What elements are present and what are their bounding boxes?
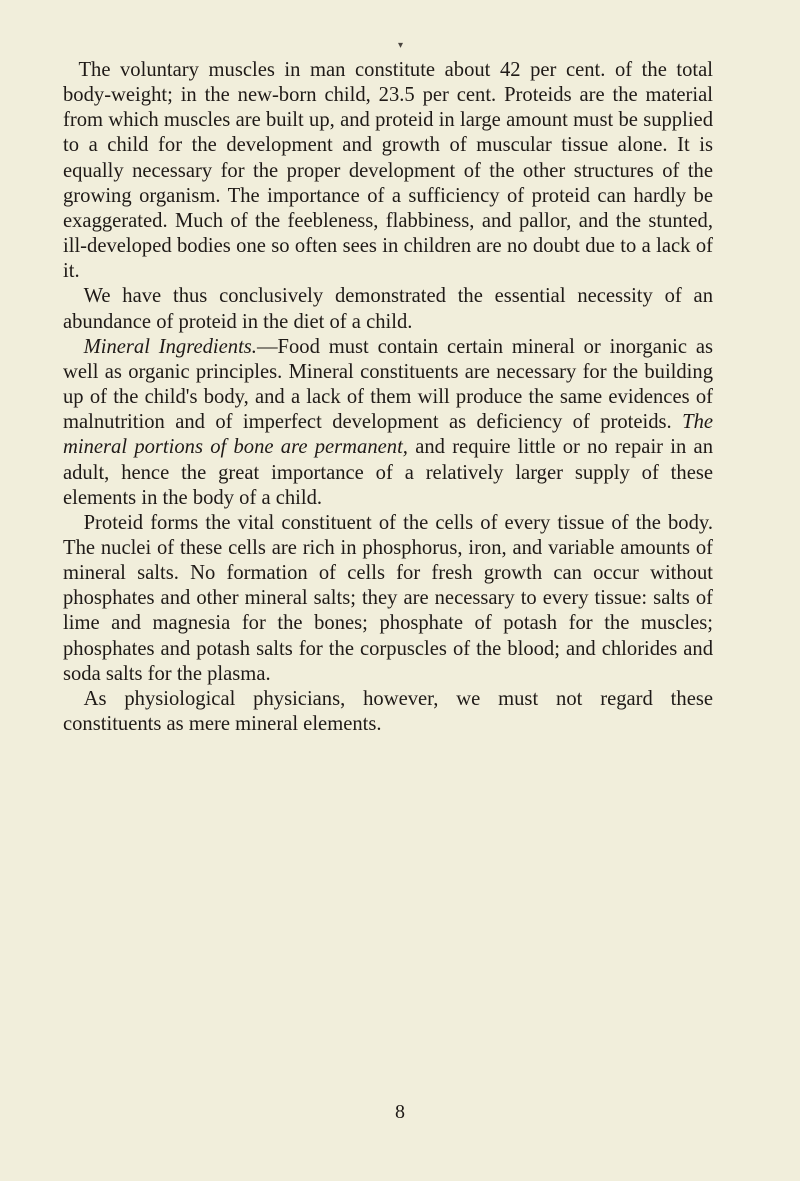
mineral-italic-phrase: The mineral portions of bone are permanent,	[63, 411, 713, 459]
paragraph-cells: Proteid forms the vital constituent of the cells of every tissue of the body. The nuclei of these cells are rich in phosphorus, iron, and variable amounts of mineral salts. No formation of cells for fresh growth can occur without phosphates and other mineral salts; they are necessary to every tissue: salts of lime and magnesia for the bones; phosphate of potash for the muscles; phosphates and potash salts for the corpuscles of the blood; and chlorides and soda salts for the plasma.	[63, 511, 713, 685]
paragraph-proteid-necessity: We have thus conclusively demonstrated the essential necessity of an abundance of proteid in the diet of a child.	[63, 285, 713, 333]
paragraph-mineral-ingredients	[63, 335, 713, 511]
paragraph-physicians: As physiological physicians, however, we must not regard these constituents as mere mineral elements.	[63, 687, 713, 736]
mineral-text-b: and require little or no repair in an adult, hence the great importance of a relatively larger supply of these elements in the body of a child.	[63, 436, 713, 509]
paragraph-muscles: The voluntary muscles in man constitute about 42 per cent. of the total body-weight; in the new-born child, 23.5 per cent. Proteids are the material from which muscles are built up, and proteid in large amount must be supplied to a child for the development and growth of muscular tissue alone. It is equally necessary for the proper development of the other structures of the growing organism. The importance of a sufficiency of proteid can hardly be exaggerated. Much of the feebleness, flabbiness, and pallor, and the stunted, ill-developed bodies one so often sees in children are no doubt due to a lack of it.	[63, 59, 713, 283]
print-mark: ▾	[398, 40, 404, 51]
page-body	[63, 58, 713, 737]
page-number: 8	[395, 1101, 405, 1123]
section-heading-mineral-ingredients: Mineral Ingredients.	[83, 335, 257, 358]
mineral-text-a: —Food must contain certain mineral or inorganic as well as organic principles. Mineral constituents are necessary for the building up of the child's body, and a lack of them will produce the same evidences of malnutrition and of imperfect development as deficiency of proteids.	[63, 335, 713, 434]
